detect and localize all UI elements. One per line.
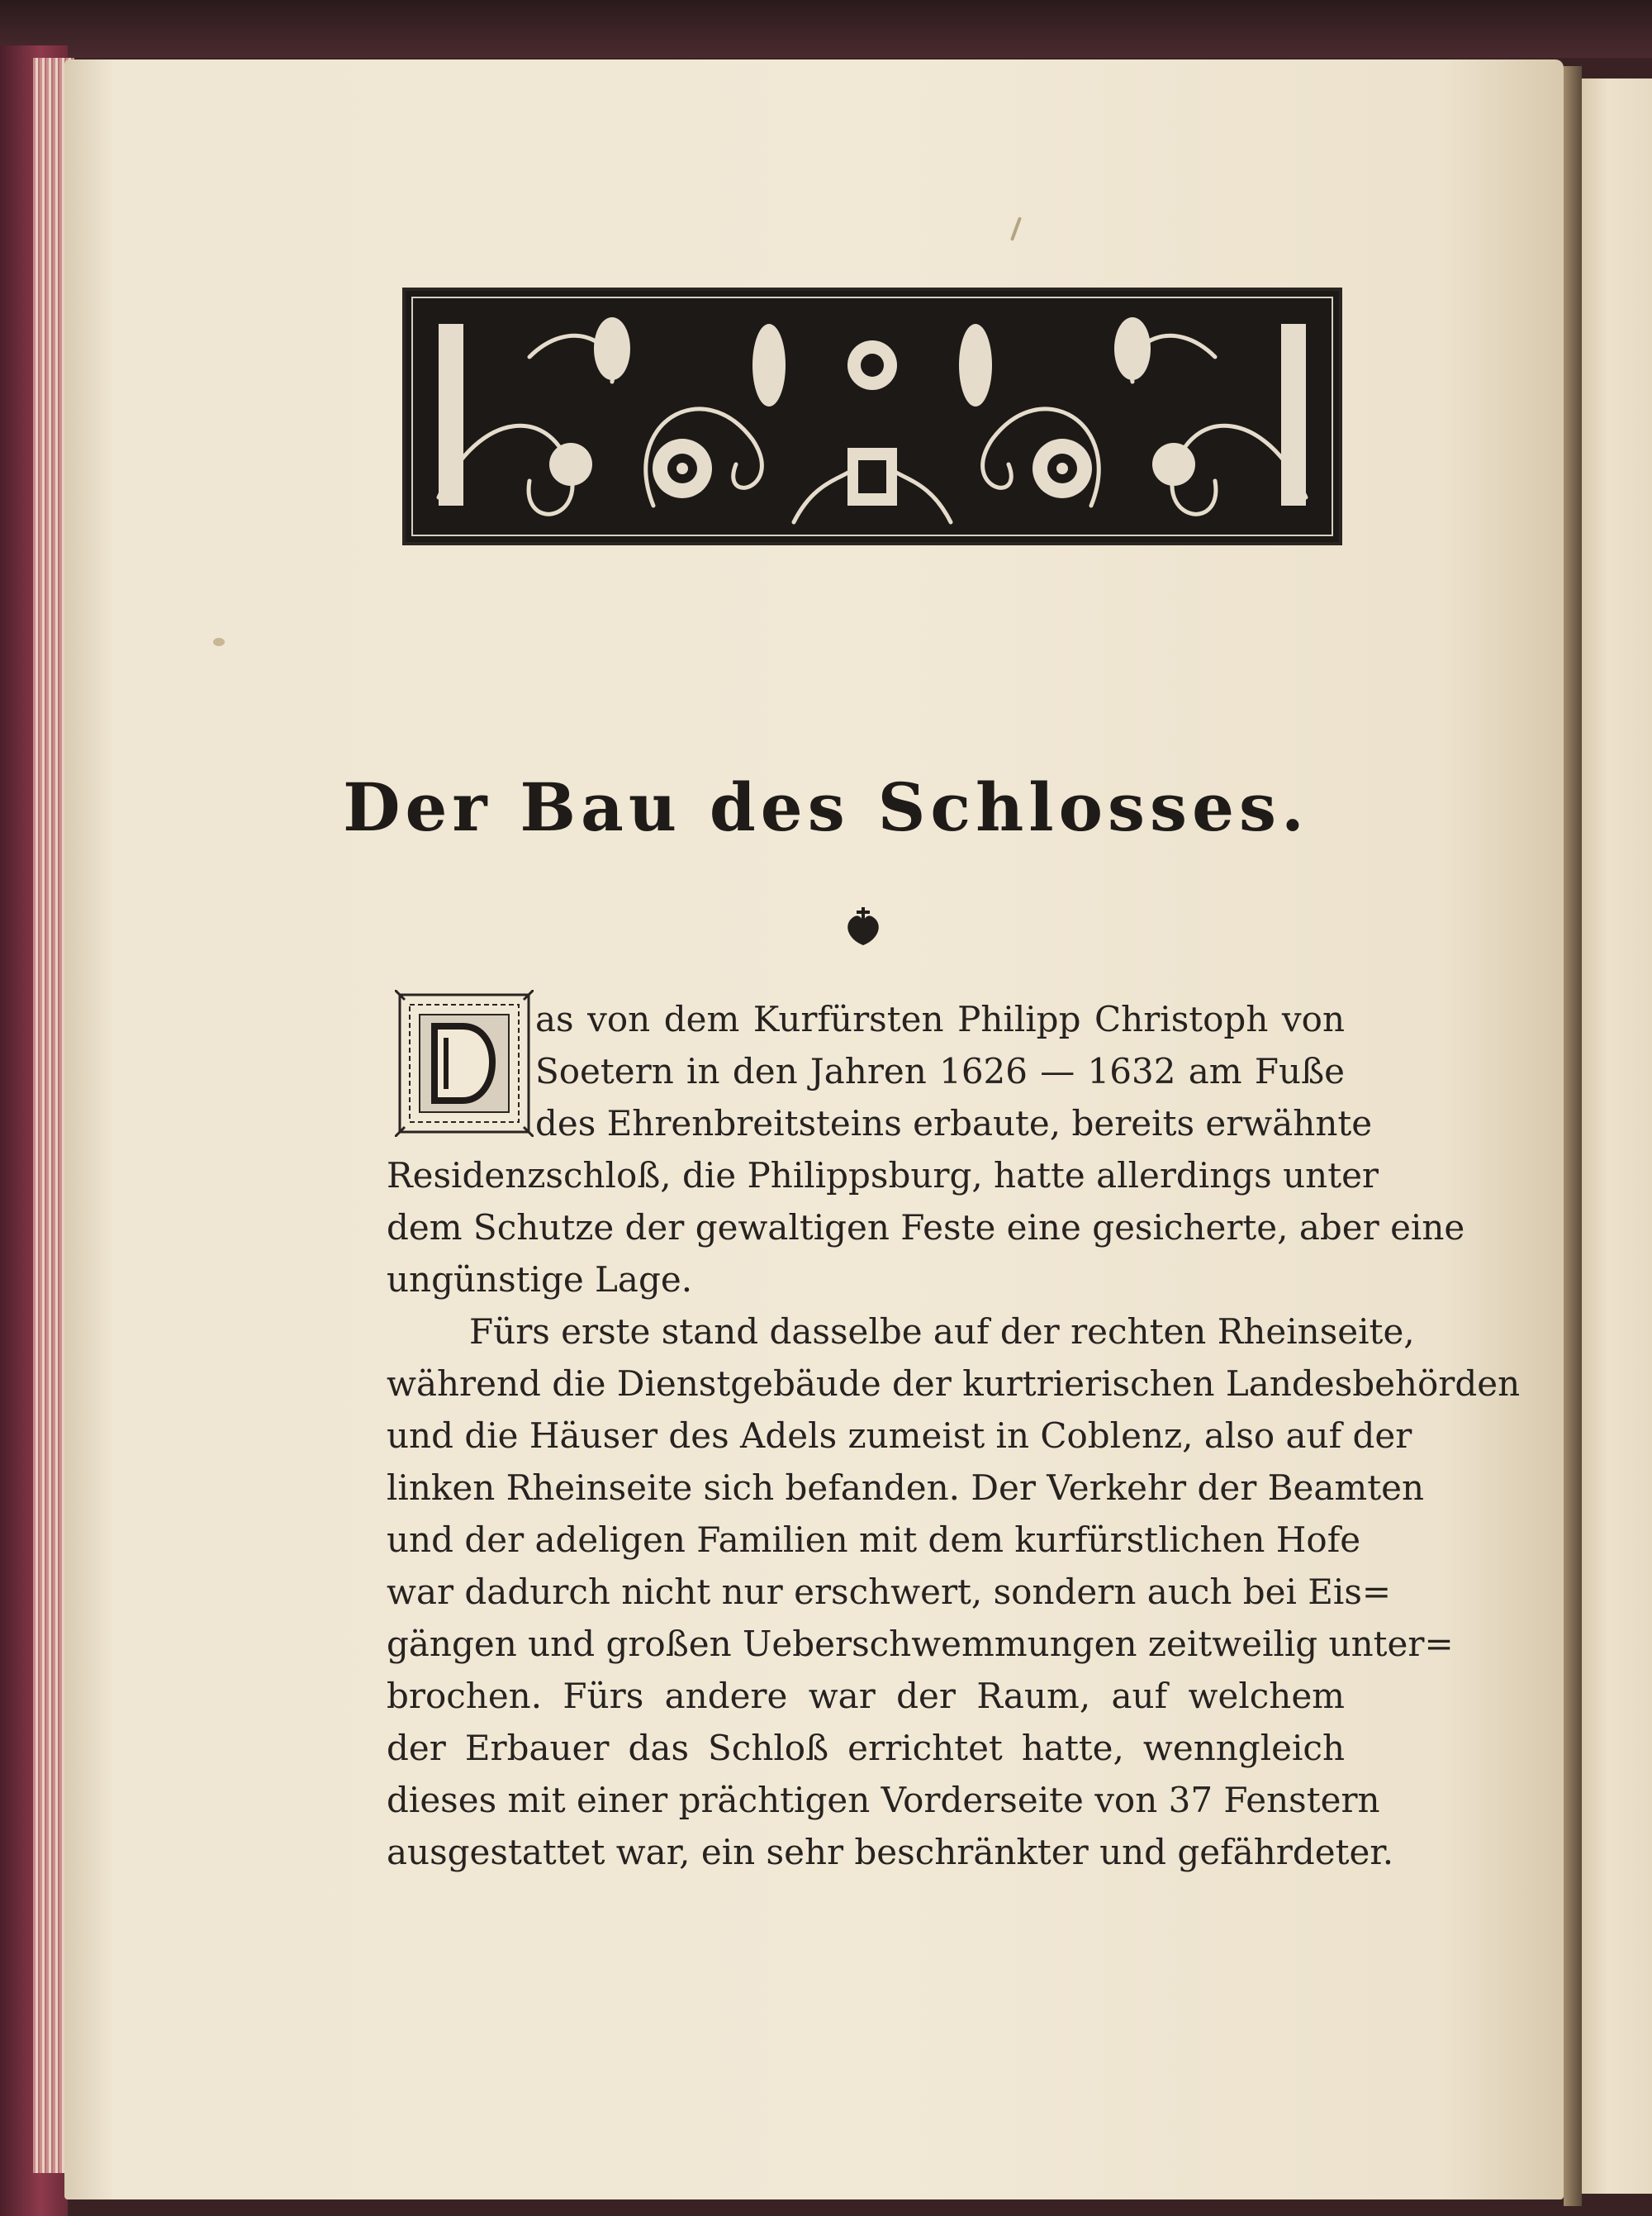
text-line: ausgestattet war, ein sehr beschränkter und gefährdeter.	[387, 1832, 1394, 1872]
body-text	[387, 993, 1521, 1878]
text-line: Fürs erste stand dasselbe auf der rechten Rheinseite,	[469, 1311, 1415, 1352]
chapter-title: Der Bau des Schlosses.	[343, 768, 1309, 846]
text-line: dieses mit einer prächtigen Vorderseite von 37 Fenstern	[387, 1780, 1380, 1820]
paper-spot	[213, 638, 225, 646]
text-line: der Erbauer das Schloß errichtet hatte, wenngleich	[387, 1728, 1345, 1768]
text-line: während die Dienstgebäude der kurtrierischen Landesbehörden	[387, 1363, 1521, 1404]
text-line: war dadurch nicht nur erschwert, sondern auch bei Eis=	[387, 1572, 1392, 1612]
paper-mark	[1010, 216, 1022, 241]
text-line: dem Schutze der gewaltigen Feste eine gesicherte, aber eine	[387, 1207, 1465, 1248]
text-line: as von dem Kurfürsten Philipp Christoph von	[535, 999, 1345, 1039]
next-page-edge	[1579, 78, 1652, 2194]
book-gutter	[1564, 66, 1582, 2206]
book-top-shadow	[0, 0, 1652, 58]
text-line: gängen und großen Ueberschwemmungen zeitweilig unter=	[387, 1624, 1454, 1664]
text-line: und die Häuser des Adels zumeist in Coblenz, also auf der	[387, 1415, 1412, 1456]
ornamental-headpiece	[402, 288, 1342, 545]
fleuron-ornament	[838, 906, 888, 947]
text-line: Residenzschloß, die Philippsburg, hatte allerdings unter	[387, 1155, 1379, 1196]
text-line: ungünstige Lage.	[387, 1259, 693, 1300]
text-line: des Ehrenbreitsteins erbaute, bereits erwähnte	[535, 1103, 1373, 1144]
text-line: Soetern in den Jahren 1626 — 1632 am Fuße	[535, 1051, 1345, 1091]
text-line: brochen. Fürs andere war der Raum, auf welchem	[387, 1676, 1345, 1716]
text-line: und der adeligen Familien mit dem kurfürstlichen Hofe	[387, 1519, 1361, 1560]
text-line: linken Rheinseite sich befanden. Der Verkehr der Beamten	[387, 1467, 1425, 1508]
